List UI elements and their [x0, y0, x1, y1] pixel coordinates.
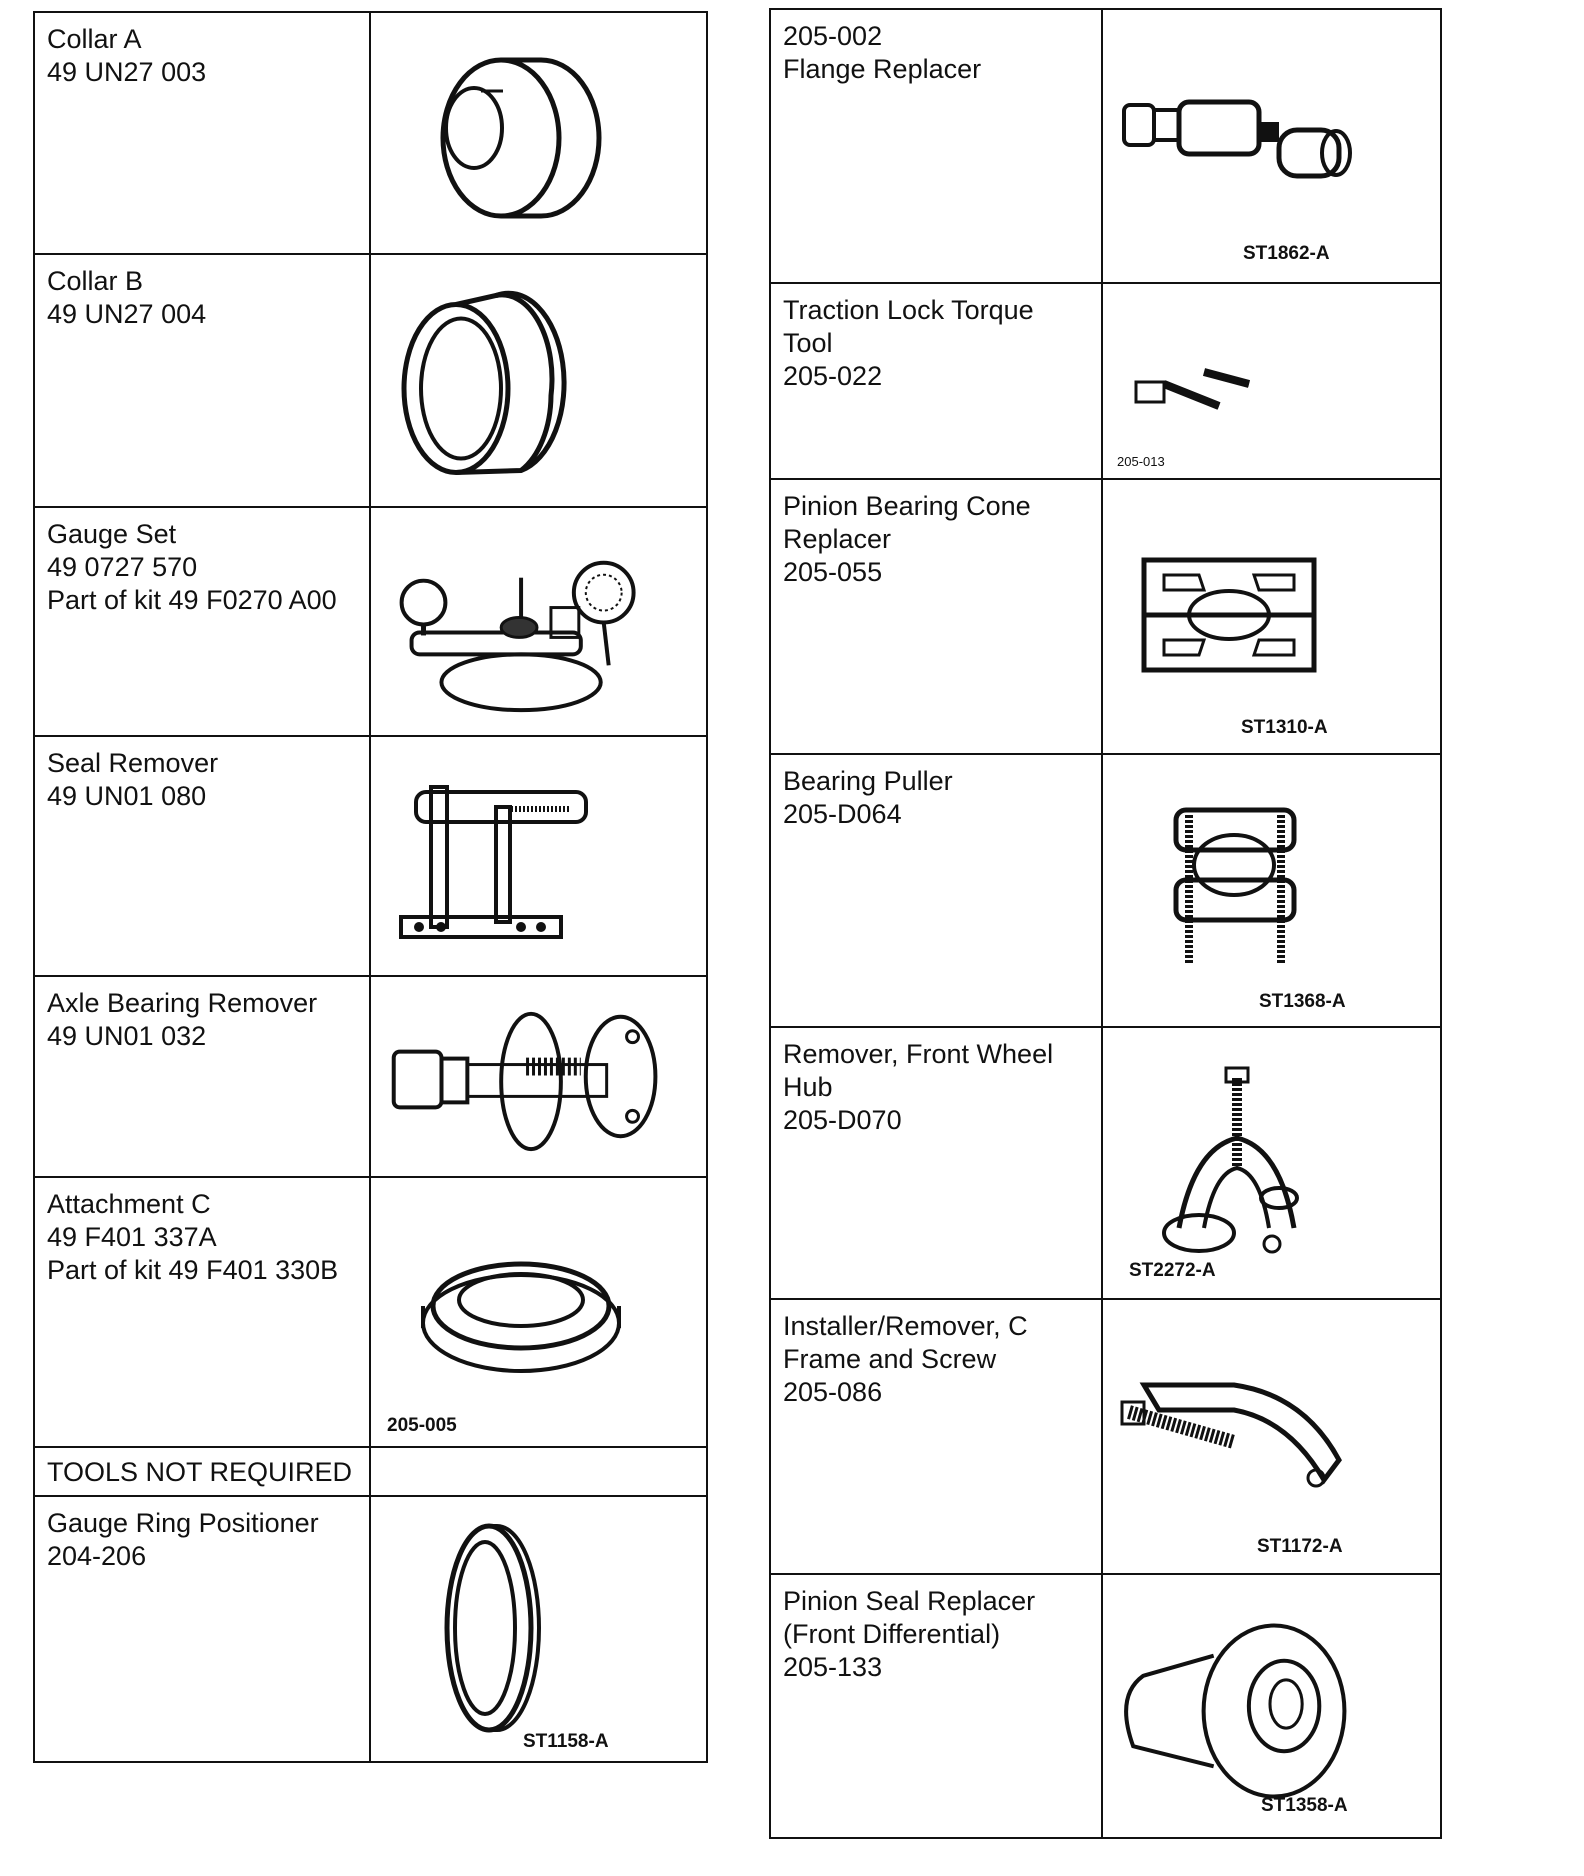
tool-number: 205-022	[783, 361, 883, 391]
tool-name: Remover, Front Wheel	[783, 1039, 1054, 1069]
tool-name-continued: Hub	[783, 1072, 833, 1102]
tool-name-cell	[771, 1028, 1103, 1298]
tool-name: Pinion Bearing Cone	[783, 491, 1031, 521]
figure-code: 205-013	[1117, 454, 1165, 469]
tool-name-cell	[771, 1575, 1103, 1837]
tool-name: Bearing Puller	[783, 766, 953, 796]
tool-number: 49 UN01 032	[47, 1021, 207, 1051]
right-tool-table	[769, 8, 1442, 1839]
tool-number: 49 UN27 003	[47, 57, 207, 87]
figure-code: 205-005	[387, 1415, 457, 1436]
attachment-ring-icon	[371, 1178, 706, 1446]
figure-code: ST1310-A	[1241, 717, 1328, 738]
tool-row	[35, 977, 706, 1178]
tool-row	[35, 255, 706, 508]
tools-not-required-row	[35, 1448, 706, 1497]
hub-remover-icon	[1103, 1028, 1440, 1298]
tool-name-cell	[771, 480, 1103, 753]
tool-name-cell	[771, 284, 1103, 478]
tool-name-cell	[35, 1497, 371, 1761]
tool-row	[35, 13, 706, 255]
tool-name: Collar B	[47, 266, 144, 296]
tool-number: 205-086	[783, 1377, 883, 1407]
collar-ring-icon	[371, 255, 706, 506]
tool-number: 205-D064	[783, 799, 902, 829]
figure-code: ST1158-A	[523, 1731, 609, 1752]
tool-number: 205-D070	[783, 1105, 902, 1135]
tool-name-cell	[35, 255, 371, 506]
empty-cell	[371, 1448, 706, 1495]
tool-name-cell	[35, 977, 371, 1176]
bearing-puller-icon	[1103, 755, 1440, 1026]
tool-name: Gauge Ring Positioner	[47, 1508, 319, 1538]
c-frame-icon	[1103, 1300, 1440, 1573]
tool-number: 205-002	[783, 21, 883, 51]
tool-number: 205-133	[783, 1652, 883, 1682]
tool-row	[771, 755, 1440, 1028]
tool-row	[771, 1028, 1440, 1300]
tool-name: Traction Lock Torque	[783, 295, 1034, 325]
figure-code: ST1172-A	[1257, 1536, 1343, 1557]
bearing-cone-replacer-icon	[1103, 480, 1440, 753]
tool-name-cell	[771, 755, 1103, 1026]
tool-row	[771, 10, 1440, 284]
tool-row	[35, 1178, 706, 1448]
tool-name-continued: (Front Differential)	[783, 1619, 1001, 1649]
tool-row	[771, 1300, 1440, 1575]
figure-code: ST1358-A	[1261, 1795, 1348, 1816]
tool-number: 49 F401 337A	[47, 1222, 217, 1252]
flange-replacer-icon	[1103, 10, 1440, 282]
tool-number: 205-055	[783, 557, 883, 587]
tool-name: Axle Bearing Remover	[47, 988, 318, 1018]
tool-row	[771, 1575, 1440, 1837]
tool-name-cell	[35, 737, 371, 975]
tool-name: Installer/Remover, C	[783, 1311, 1028, 1341]
left-tool-table	[33, 11, 708, 1763]
figure-code: ST2272-A	[1129, 1260, 1216, 1281]
tool-name: Pinion Seal Replacer	[783, 1586, 1036, 1616]
tool-row	[35, 508, 706, 737]
tool-name: Seal Remover	[47, 748, 219, 778]
tool-name-continued: Tool	[783, 328, 833, 358]
axle-bearing-remover-icon	[371, 977, 706, 1176]
tool-name-cell	[771, 10, 1103, 282]
figure-code: ST1368-A	[1259, 991, 1346, 1012]
pinion-seal-replacer-icon	[1103, 1575, 1440, 1837]
tool-number: 49 UN27 004	[47, 299, 207, 329]
gauge-ring-icon	[371, 1497, 706, 1761]
tool-row	[771, 284, 1440, 480]
tool-name-cell	[35, 508, 371, 735]
seal-remover-icon	[371, 737, 706, 975]
collar-icon	[371, 13, 706, 253]
figure-code: ST1862-A	[1243, 243, 1330, 264]
tool-name: Gauge Set	[47, 519, 177, 549]
tool-name-cell	[35, 1178, 371, 1446]
tool-name-cell	[35, 13, 371, 253]
tool-row	[771, 480, 1440, 755]
tool-name: Flange Replacer	[783, 54, 982, 84]
gauge-set-icon	[371, 508, 706, 735]
tool-row	[35, 1497, 706, 1761]
tool-number: 49 0727 570	[47, 552, 198, 582]
tool-name-cell	[771, 1300, 1103, 1573]
torque-tool-icon	[1103, 284, 1440, 478]
section-heading: TOOLS NOT REQUIRED	[47, 1457, 353, 1487]
tool-number: 49 UN01 080	[47, 781, 207, 811]
tool-name: Collar A	[47, 24, 142, 54]
tool-number: 204-206	[47, 1541, 147, 1571]
tool-name: Attachment C	[47, 1189, 211, 1219]
kit-number: Part of kit 49 F401 330B	[47, 1255, 339, 1285]
tool-row	[35, 737, 706, 977]
kit-number: Part of kit 49 F0270 A00	[47, 585, 337, 615]
tool-name-continued: Replacer	[783, 524, 892, 554]
section-heading-cell	[35, 1448, 371, 1495]
tool-name-continued: Frame and Screw	[783, 1344, 997, 1374]
